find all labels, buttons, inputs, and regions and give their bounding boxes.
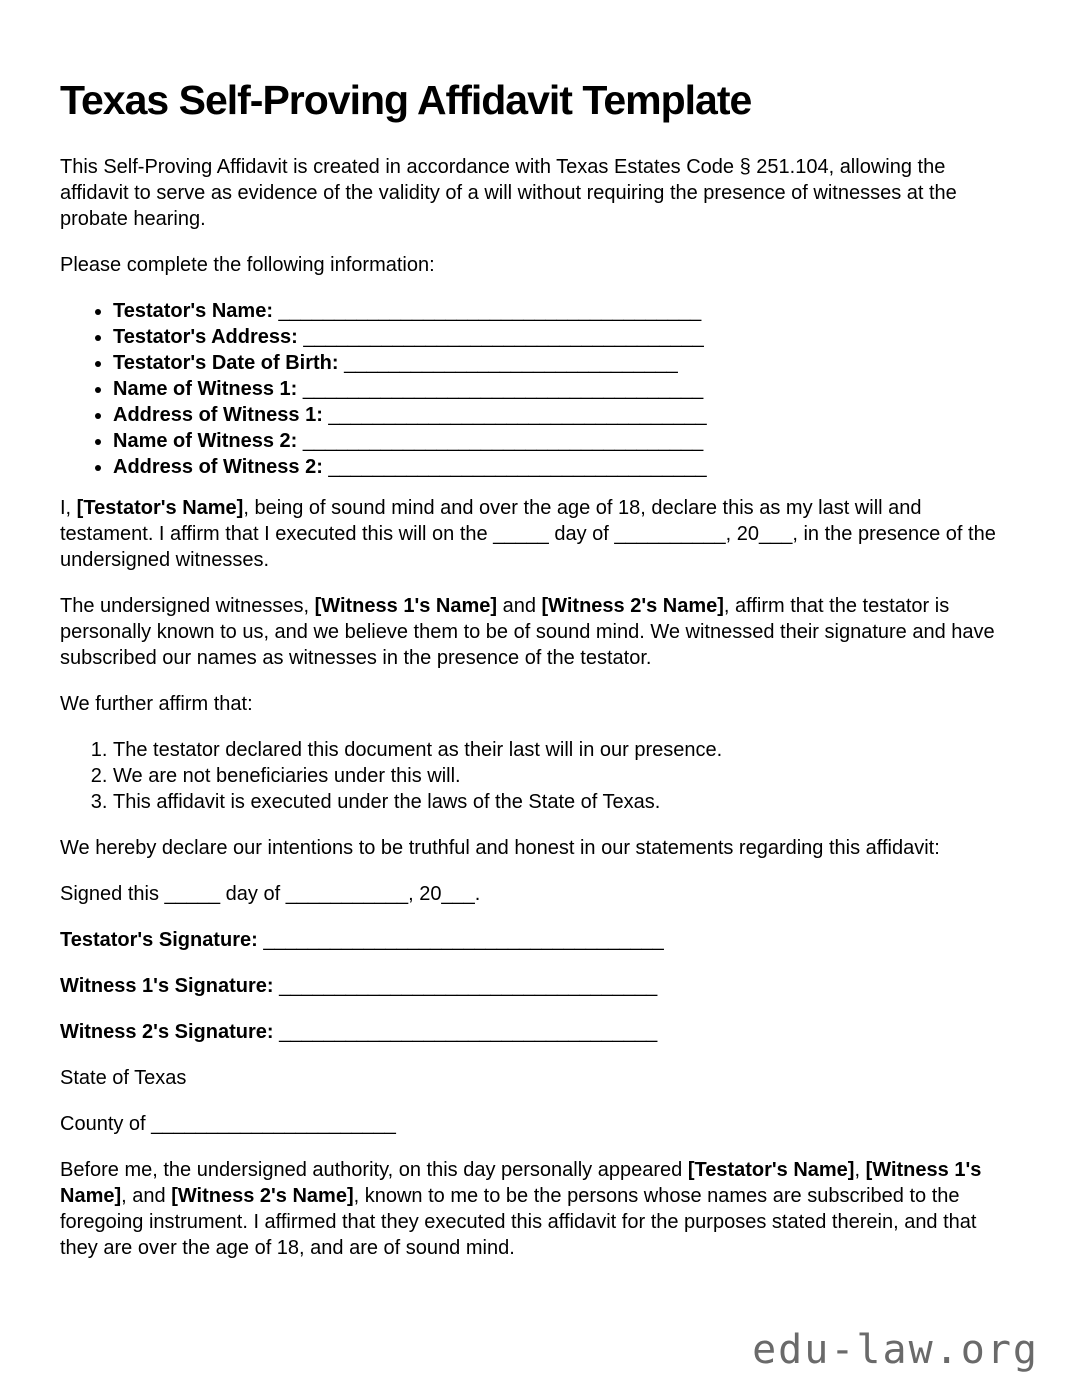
affirmation-item-3: 3. This affidavit is executed under the laws of the State of Texas. [113, 789, 1015, 815]
field-label: Name of Witness 1: [113, 378, 298, 400]
signature-blank: ____________________________________ [257, 929, 664, 951]
field-blank: ____________________________________ [297, 430, 704, 452]
witness1-name-placeholder: [Witness 1's Name] [314, 595, 498, 617]
fields-list [60, 298, 1015, 480]
signature-line-witness2 [60, 1019, 1015, 1045]
page-title: Texas Self-Proving Affidavit Template [60, 77, 752, 123]
declaration-paragraph [60, 495, 1015, 573]
signature-label: Testator's Signature: [60, 929, 258, 951]
witness2-name-placeholder: [Witness 2's Name] [541, 595, 724, 617]
field-label: Testator's Date of Birth: [113, 352, 339, 374]
field-blank: __________________________________ [322, 404, 707, 426]
county-line [60, 1111, 1015, 1137]
witnesses-text: The undersigned witnesses, [60, 595, 315, 617]
notary-text: Before me, the undersigned authority, on this day personally appeared [60, 1159, 688, 1181]
field-item-witness2-address [113, 454, 1015, 480]
field-label: Testator's Name: [113, 300, 273, 322]
field-label: Address of Witness 2: [113, 456, 323, 478]
field-item-witness1-name [113, 376, 1015, 402]
field-item-witness2-name [113, 428, 1015, 454]
county-label: County of [60, 1113, 146, 1135]
witnesses-paragraph [60, 593, 1015, 671]
field-item-testator-dob [113, 350, 1015, 376]
declaration-text: I, [60, 497, 77, 519]
affirm-intro: We further affirm that: [60, 693, 253, 715]
field-item-testator-address [113, 324, 1015, 350]
intro-paragraph: This Self-Proving Affidavit is created in accordance with Texas Estates Code § 251.104, allowing the affidavit to serve as evidence of the validity of a will without requiring the presence of witnesses at the probate hearing. [60, 156, 957, 230]
county-blank: ______________________ [145, 1113, 396, 1135]
field-item-witness1-address [113, 402, 1015, 428]
field-blank: ____________________________________ [297, 378, 704, 400]
signature-blank: __________________________________ [273, 1021, 658, 1043]
signature-blank: __________________________________ [273, 975, 658, 997]
testator-name-placeholder: [Testator's Name] [687, 1159, 855, 1181]
witness2-name-placeholder: [Witness 2's Name] [171, 1185, 354, 1207]
field-blank: __________________________________ [322, 456, 707, 478]
signed-line: Signed this _____ day of ___________, 20___. [60, 883, 481, 905]
testator-name-placeholder: [Testator's Name] [76, 497, 244, 519]
notary-paragraph [60, 1157, 1015, 1261]
field-blank: ______________________________ [338, 352, 678, 374]
notary-text: , [854, 1159, 866, 1181]
edu-law-watermark: edu-law.org [752, 1327, 1039, 1373]
affirmations-list [60, 737, 1015, 815]
field-label: Testator's Address: [113, 326, 298, 348]
affirmation-item-1: 1. The testator declared this document as their last will in our presence. [113, 737, 1015, 763]
field-blank: ______________________________________ [273, 300, 702, 322]
field-item-testator-name [113, 298, 1015, 324]
notary-text: , known to me to be the persons whose names are subscribed to the foregoing instrument. I affirmed that they executed this affidavit for the purposes stated therein, and that they are over the age of 18, and are of sound mind. [60, 1185, 977, 1259]
witness1-name-placeholder: [Witness 1's Name] [60, 1159, 982, 1207]
signature-label: Witness 2's Signature: [60, 1021, 274, 1043]
witnesses-text: , affirm that the testator is personally known to us, and we believe them to be of sound mind. We witnessed their signature and have subscribed our names as witnesses in the presence of the testator. [60, 595, 995, 669]
field-label: Name of Witness 2: [113, 430, 298, 452]
signature-label: Witness 1's Signature: [60, 975, 274, 997]
notary-text: , and [121, 1185, 172, 1207]
affirmation-item-2: 2. We are not beneficiaries under this will. [113, 763, 1015, 789]
signature-line-testator [60, 927, 1015, 953]
state-line: State of Texas [60, 1067, 187, 1089]
field-label: Address of Witness 1: [113, 404, 323, 426]
signature-line-witness1 [60, 973, 1015, 999]
honesty-paragraph: We hereby declare our intentions to be truthful and honest in our statements regarding this affidavit: [60, 837, 940, 859]
complete-prompt: Please complete the following information: [60, 254, 435, 276]
field-blank: ____________________________________ [297, 326, 704, 348]
declaration-text: , being of sound mind and over the age of 18, declare this as my last will and testament. I affirm that I executed this will on the _____ day of __________, 20___, in the presence of the undersigned witnesses. [60, 497, 996, 571]
witnesses-text: and [497, 595, 542, 617]
